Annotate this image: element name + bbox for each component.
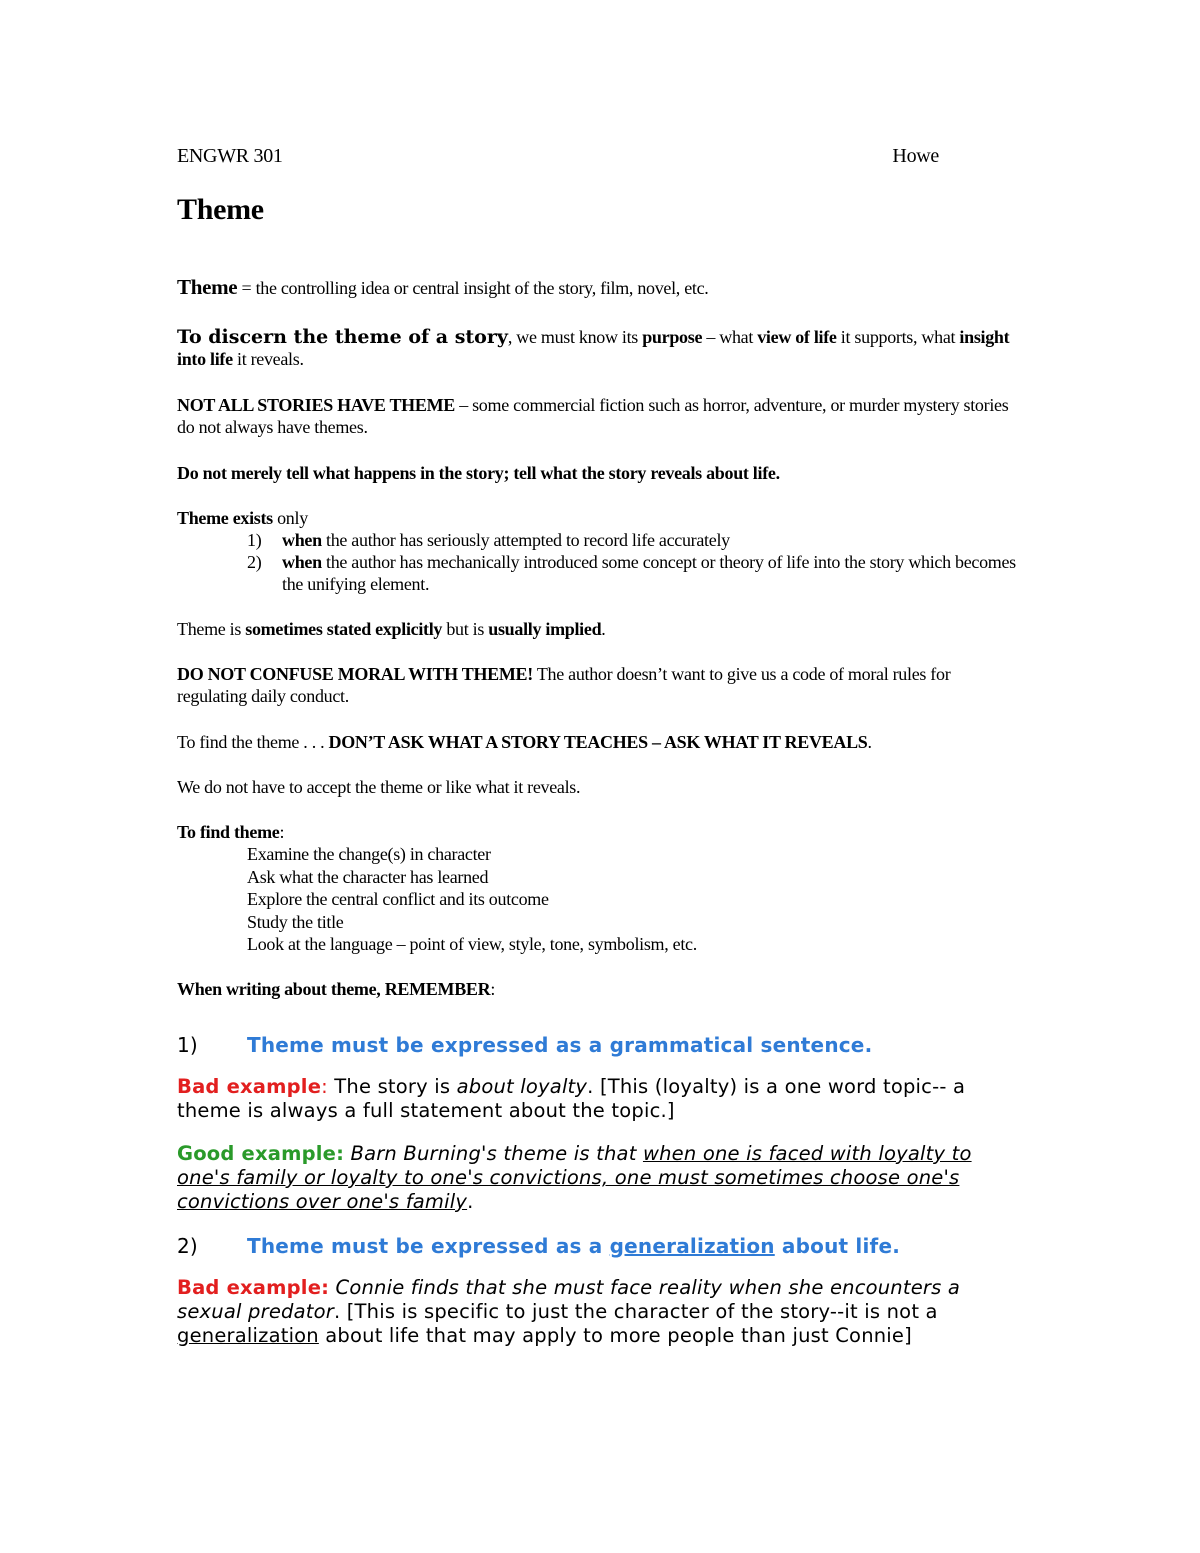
remember-colon: : <box>490 979 496 999</box>
rule-1-bad-example <box>177 1075 1027 1123</box>
exists-heading: Theme exists <box>177 508 273 528</box>
bad-example-text-3: about life that may apply to more people than just Connie] <box>318 1324 912 1347</box>
stated-text-3: . <box>601 619 606 639</box>
list-keyword: when <box>282 530 322 550</box>
list-number: 1) <box>247 530 262 550</box>
discern-text-4: it reveals. <box>232 349 304 369</box>
good-example-statement: when one is faced with loyalty to one's family or loyalty to one's convictions, one must sometimes choose one's convictions over one's family <box>177 1142 972 1213</box>
accept-paragraph: We do not have to accept the theme or like what it reveals. <box>177 777 581 797</box>
good-example-label: Good example: <box>177 1142 345 1165</box>
rule-2-heading <box>177 1233 1017 1259</box>
page-title: Theme <box>177 193 264 226</box>
bad-example-text-2: . [This (loyalty) is a one word topic-- a theme is always a full statement about the topic.] <box>177 1075 966 1122</box>
bad-example-text-1: The story is <box>327 1075 457 1098</box>
bad-example-generalization: generalization <box>177 1324 319 1347</box>
remember-heading: When writing about theme, REMEMBER <box>177 979 491 999</box>
list-text: the author has seriously attempted to record life accurately <box>321 530 730 550</box>
discern-text-2: – what <box>702 327 758 347</box>
to-find-steps <box>177 843 1017 956</box>
bad-example-text-2: . [This is specific to just the character of the story--it is not a <box>333 1300 938 1323</box>
find-text-1: To find the theme . . . <box>177 732 329 752</box>
discern-view-of-life: view of life <box>757 327 837 347</box>
list-item: Ask what the character has learned <box>247 866 489 887</box>
definition-text: = the controlling idea or central insight of the story, film, novel, etc. <box>237 278 709 298</box>
discern-text-3: it supports, what <box>836 327 960 347</box>
list-item: Study the title <box>247 911 344 932</box>
discern-purpose: purpose <box>642 327 703 347</box>
bad-example-label: Bad example <box>177 1075 322 1098</box>
list-item: Examine the change(s) in character <box>247 844 491 864</box>
list-item <box>177 529 1017 551</box>
course-code: ENGWR 301 <box>177 145 283 167</box>
bad-example-label: Bad example: <box>177 1276 330 1299</box>
definition-paragraph <box>177 276 709 299</box>
good-example-intro: Barn Burning's theme is that <box>344 1142 643 1165</box>
find-paragraph <box>177 731 872 753</box>
definition-term: Theme <box>177 275 238 299</box>
rule-2-bad-example <box>177 1276 1027 1348</box>
discern-paragraph <box>177 326 1017 370</box>
rule-1-heading <box>177 1032 1017 1058</box>
moral-paragraph <box>177 663 1007 707</box>
instructor-name: Howe <box>892 145 939 167</box>
list-item: Explore the central conflict and its outcome <box>247 889 549 910</box>
exists-section <box>177 507 1017 595</box>
not-all-paragraph <box>177 394 1017 438</box>
rule-1-number: 1) <box>177 1033 198 1057</box>
rule-2-text <box>247 1233 900 1259</box>
bad-example-statement: Connie finds that she must face reality when she encounters a sexual predator <box>177 1276 961 1323</box>
find-bold: DON’T ASK WHAT A STORY TEACHES – ASK WHAT IT REVEALS <box>328 732 868 752</box>
bad-example-colon: : <box>321 1075 328 1098</box>
find-text-2: . <box>867 732 872 752</box>
stated-implied: usually implied <box>488 619 602 639</box>
remember-paragraph <box>177 978 495 1000</box>
stated-paragraph <box>177 618 606 640</box>
rule-2-text-2: about life. <box>774 1234 901 1258</box>
to-find-heading: To find theme <box>177 822 280 842</box>
exists-intro <box>177 507 1017 529</box>
stated-text-1: Theme is <box>177 619 246 639</box>
stated-explicitly: sometimes stated explicitly <box>245 619 443 639</box>
list-keyword: when <box>282 552 322 572</box>
rule-2-text-1: Theme must be expressed as a <box>247 1234 610 1258</box>
discern-text-1: , we must know its <box>507 327 643 347</box>
not-all-heading: NOT ALL STORIES HAVE THEME <box>177 395 455 415</box>
rule-2-generalization: generalization <box>609 1234 775 1258</box>
to-find-colon: : <box>279 822 285 842</box>
stated-text-2: but is <box>442 619 489 639</box>
list-text: the author has mechanically introduced some concept or theory of life into the story which becomes the unifying element. <box>282 552 1016 594</box>
to-find-section <box>177 821 1017 956</box>
exists-only: only <box>272 508 308 528</box>
rule-1-good-example <box>177 1142 1027 1214</box>
not-all-text: – some commercial fiction such as horror, adventure, or murder mystery stories do not always have themes. <box>177 395 1009 437</box>
exists-list <box>177 529 1017 595</box>
to-find-intro <box>177 821 1017 843</box>
list-item <box>177 551 1017 595</box>
moral-heading: DO NOT CONFUSE MORAL WITH THEME! <box>177 664 533 684</box>
good-example-period: . <box>467 1190 474 1213</box>
moral-text: The author doesn’t want to give us a code of moral rules for regulating daily conduct. <box>177 664 951 706</box>
do-not-tell-text: Do not merely tell what happens in the story; tell what the story reveals about life. <box>177 463 780 483</box>
do-not-tell-paragraph <box>177 462 780 484</box>
list-item: Look at the language – point of view, style, tone, symbolism, etc. <box>247 934 697 955</box>
rule-2-number: 2) <box>177 1234 198 1258</box>
bad-example-topic: about loyalty <box>456 1075 588 1098</box>
rule-1-text: Theme must be expressed as a grammatical sentence. <box>247 1033 873 1057</box>
discern-lead: To discern the theme of a story <box>177 326 508 348</box>
list-number: 2) <box>247 552 262 572</box>
discern-insight: insight into life <box>177 327 1010 369</box>
